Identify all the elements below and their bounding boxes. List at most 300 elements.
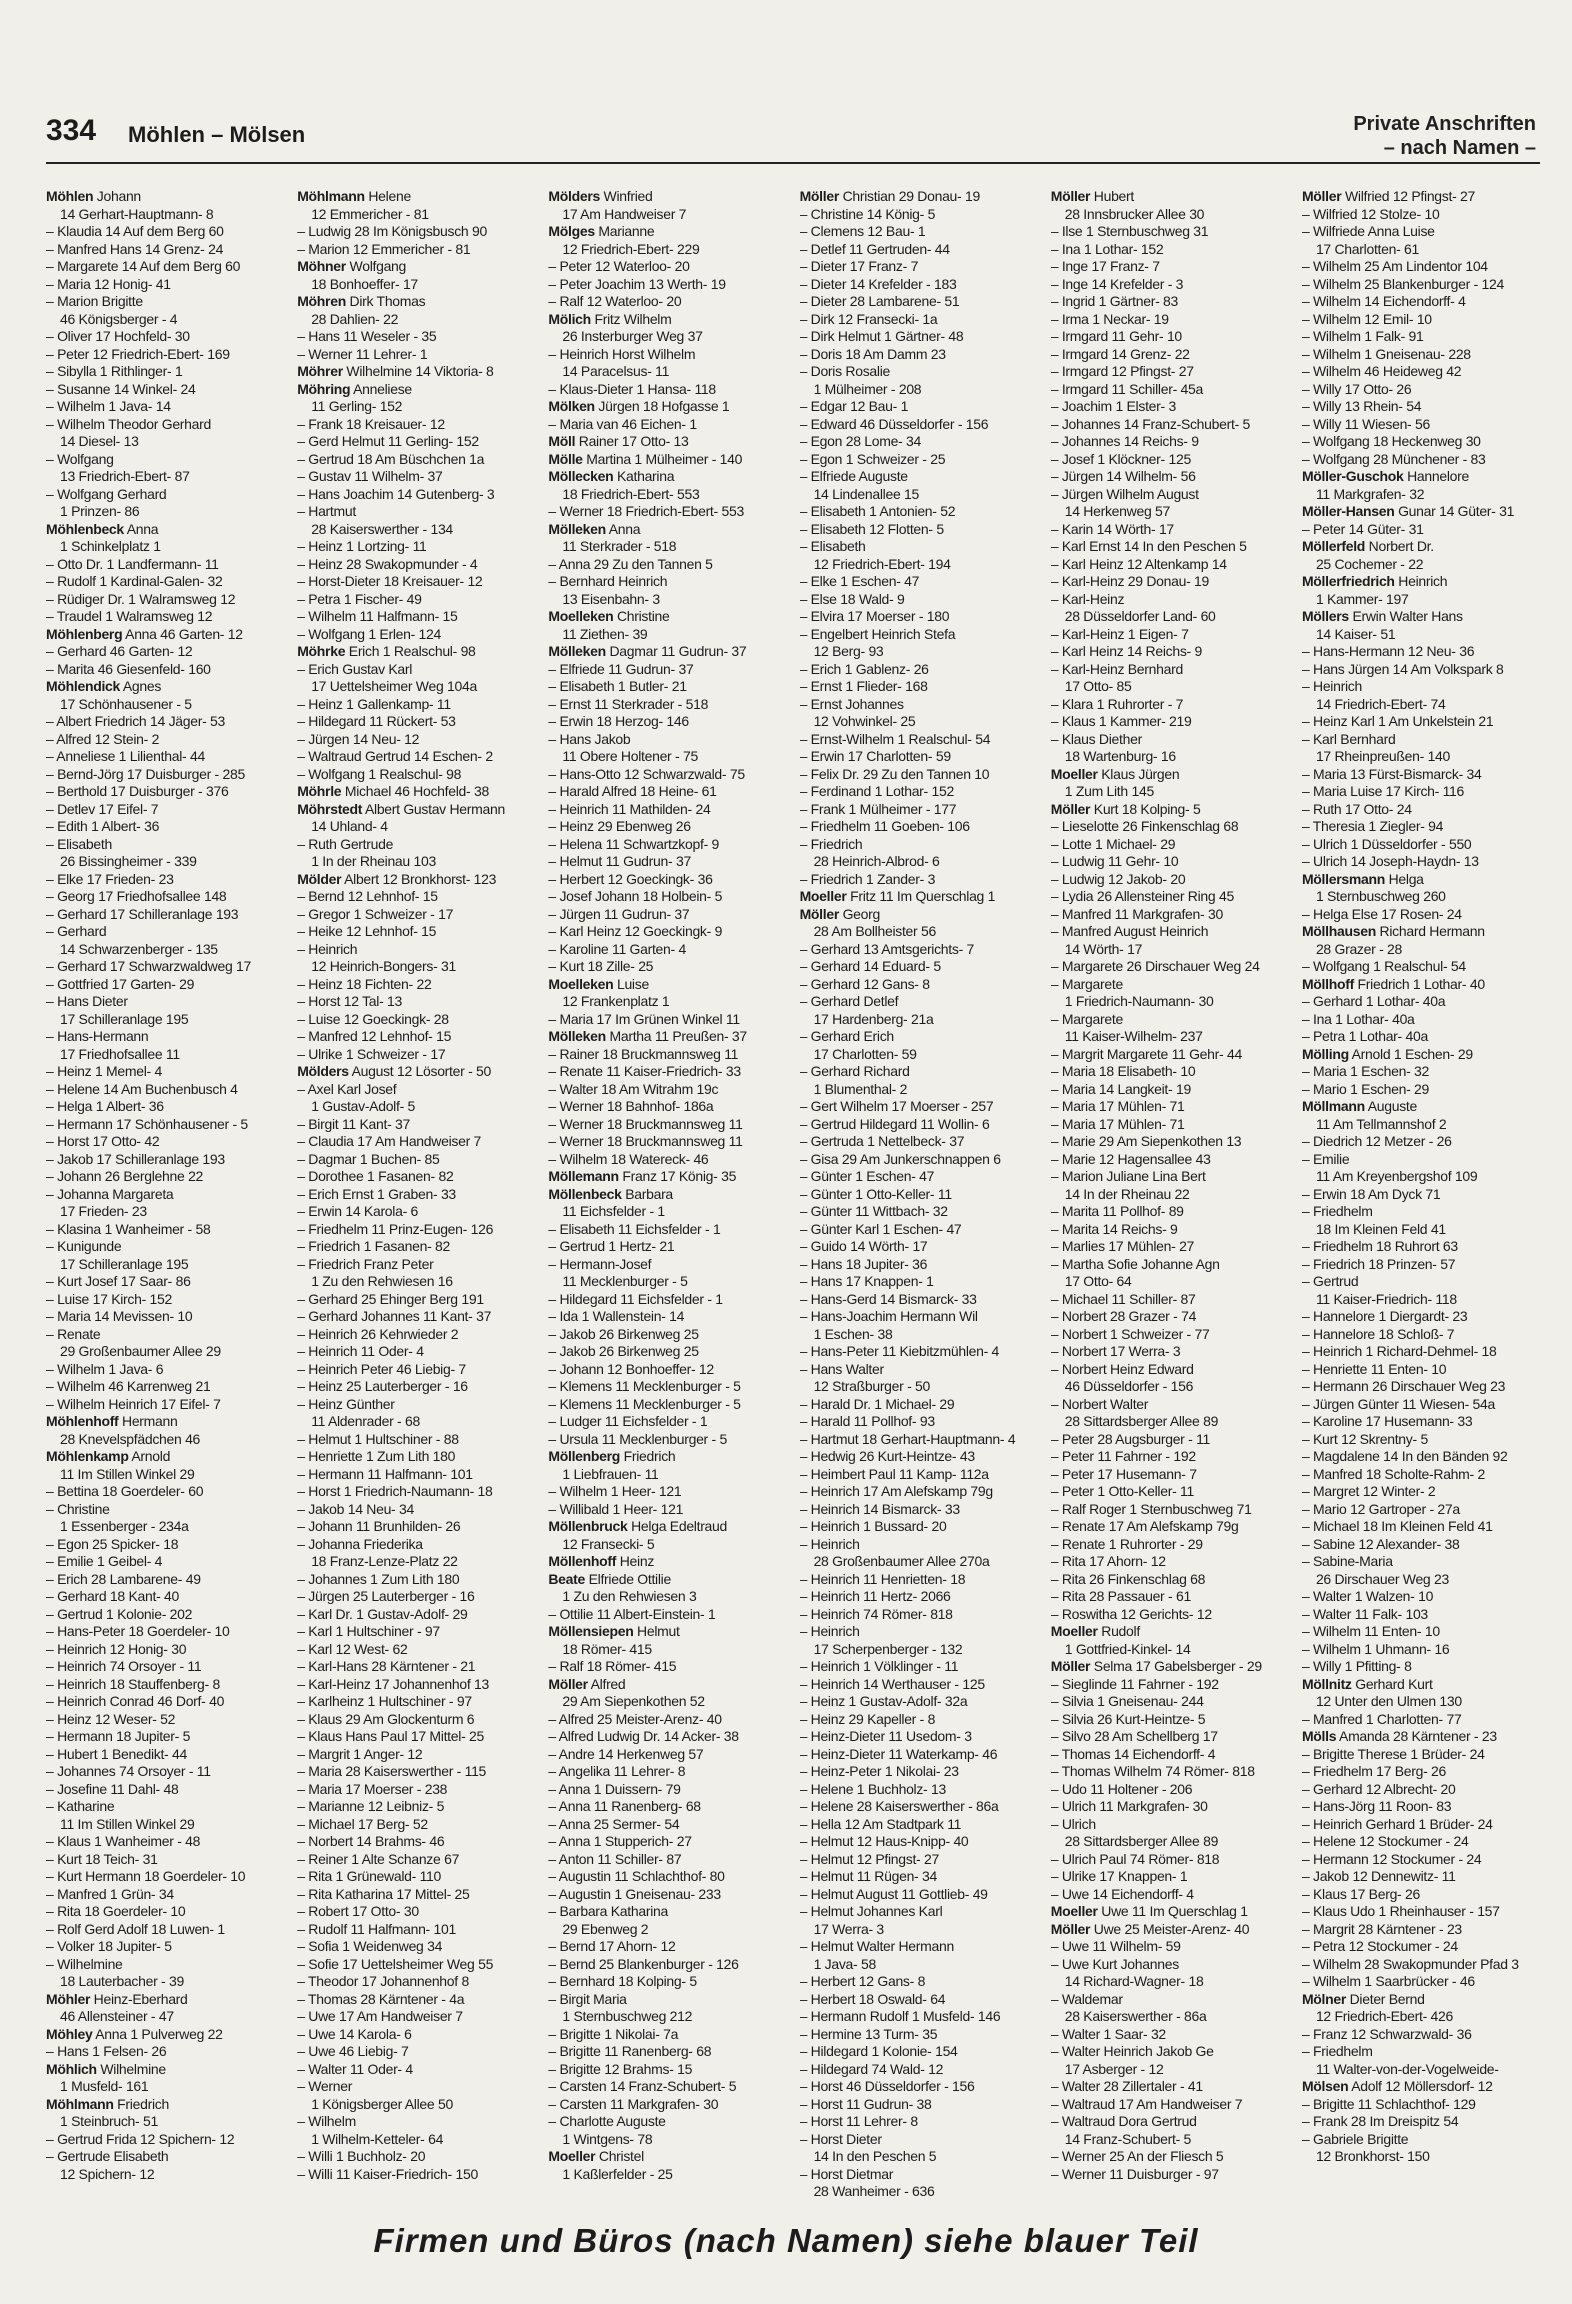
directory-entry: – Walter 11 Falk- 103 xyxy=(1301,1605,1428,1622)
directory-entry: – Wilhelm 1 Java- 6 xyxy=(46,1360,164,1377)
directory-entry: – Dieter 28 Lambarene- 51 xyxy=(799,293,960,309)
directory-entry: – Hans-Peter 11 Kiebitzmühlen- 4 xyxy=(799,1343,1000,1359)
directory-entry: 18 Wartenburg- 16 xyxy=(1064,748,1176,764)
directory-entry: 1 Zu den Rehwiesen 16 xyxy=(311,1273,453,1289)
directory-entry: – Helene 28 Kaiserswerther - 86a xyxy=(799,1798,999,1814)
directory-entry: – Maria 17 Mühlen- 71 xyxy=(1050,1115,1185,1132)
directory-entry: Mölner Dieter Bernd xyxy=(1301,1990,1425,2007)
directory-entry: – Helmut 11 Gudrun- 37 xyxy=(548,853,691,869)
directory-entry: – Karl-Heinz Bernhard xyxy=(1050,660,1183,677)
directory-entry: – Albert Friedrich 14 Jäger- 53 xyxy=(46,713,226,729)
directory-entry: – Johann 12 Bonhoeffer- 12 xyxy=(548,1360,714,1377)
directory-entry: – Ulrike 17 Knappen- 1 xyxy=(1050,1868,1188,1884)
directory-entry: 1 Eschen- 38 xyxy=(813,1325,893,1342)
directory-entry: – Horst Dietmar xyxy=(799,2165,894,2182)
directory-entry: 14 Uhland- 4 xyxy=(311,818,388,834)
directory-entry: – Maria 28 Kaiserswerther - 115 xyxy=(297,1763,487,1779)
directory-entry: – Gertrud 1 Hertz- 21 xyxy=(548,1238,675,1254)
directory-entry: 28 Dahlien- 22 xyxy=(311,310,399,327)
directory-entry: 17 Schilleranlage 195 xyxy=(60,1255,189,1272)
directory-entry: – Klaus Diether xyxy=(1050,730,1142,747)
directory-entry: – Helena 11 Schwartzkopf- 9 xyxy=(548,835,720,852)
directory-entry: – Horst 46 Düsseldorfer - 156 xyxy=(799,2078,975,2094)
directory-entry: – Heinz 29 Kapeller - 8 xyxy=(799,1710,936,1727)
directory-entry: – Marie 29 Am Siepenkothen 13 xyxy=(1050,1133,1242,1149)
directory-entry: – Egon 1 Schweizer - 25 xyxy=(799,450,946,467)
directory-entry: – Lydia 26 Allensteiner Ring 45 xyxy=(1050,888,1234,904)
directory-entry: – Gertrud 18 Am Büschchen 1a xyxy=(297,450,485,467)
directory-entry: – Gertrud 1 Kolonie- 202 xyxy=(46,1605,193,1622)
directory-entry: – Heinrich 11 Mathilden- 24 xyxy=(548,800,711,817)
directory-entry: – Diedrich 12 Metzer - 26 xyxy=(1301,1133,1452,1149)
directory-entry: – Hans-Jörg 11 Roon- 83 xyxy=(1301,1798,1452,1814)
directory-entry: – Maria 13 Fürst-Bismarck- 34 xyxy=(1301,765,1482,782)
directory-entry: – Luise 12 Goeckingk- 28 xyxy=(297,1010,449,1027)
directory-entry: – Herbert 18 Oswald- 64 xyxy=(799,1990,946,2007)
directory-entry: 14 Franz-Schubert- 5 xyxy=(1064,2130,1192,2147)
directory-entry: – Bettina 18 Goerdeler- 60 xyxy=(46,1483,204,1499)
directory-entry: Mölken Jürgen 18 Hofgasse 1 xyxy=(548,398,730,414)
directory-entry: – Heinz 12 Weser- 52 xyxy=(46,1710,176,1727)
directory-entry: – Friedrich 18 Prinzen- 57 xyxy=(1301,1255,1456,1272)
directory-entry: – Helene 12 Stockumer - 24 xyxy=(1301,1833,1469,1849)
directory-entry: – Birgit 11 Kant- 37 xyxy=(297,1115,410,1132)
directory-entry: – Waltraud Gertrud 14 Eschen- 2 xyxy=(297,748,493,764)
directory-entry: 17 Asberger - 12 xyxy=(1064,2060,1164,2077)
directory-entry: – Elfriede Auguste xyxy=(799,468,908,484)
directory-entry: 1 Kammer- 197 xyxy=(1315,590,1409,607)
directory-entry: 1 Prinzen- 86 xyxy=(60,503,140,519)
directory-entry: 14 Kaiser- 51 xyxy=(1315,625,1396,642)
directory-entry: – Gottfried 17 Garten- 29 xyxy=(46,975,195,992)
directory-entry: – Maria 17 Mühlen- 71 xyxy=(1050,1098,1185,1114)
directory-entry: – Heinrich xyxy=(799,1535,860,1552)
directory-entry: – Wilhelm 1 Falk- 91 xyxy=(1301,328,1424,344)
directory-entry: – Peter Joachim 13 Werth- 19 xyxy=(548,275,726,292)
directory-entry: – Wilhelm 46 Heideweg 42 xyxy=(1301,363,1462,379)
directory-column-2 xyxy=(297,188,535,2196)
directory-entry: Möllmann Auguste xyxy=(1301,1098,1417,1114)
directory-entry: 17 Uettelsheimer Weg 104a xyxy=(311,678,477,694)
directory-entry: Möhrer Wilhelmine 14 Viktoria- 8 xyxy=(297,363,494,379)
directory-entry: – Wolfgang Gerhard xyxy=(46,485,167,502)
directory-entry: 1 Mülheimer - 208 xyxy=(813,380,922,397)
directory-entry: – Erich Ernst 1 Graben- 33 xyxy=(297,1185,456,1202)
directory-entry: – Johannes 14 Franz-Schubert- 5 xyxy=(1050,415,1251,432)
directory-entry: – Kunigunde xyxy=(46,1238,122,1254)
directory-entry: – Gertrude Elisabeth xyxy=(46,2148,169,2164)
directory-entry: – Thomas 28 Kärntener - 4a xyxy=(297,1990,465,2007)
directory-entry: 1 Gustav-Adolf- 5 xyxy=(311,1098,416,1114)
directory-entry: – Horst 11 Lehrer- 8 xyxy=(799,2113,918,2129)
directory-entry: – Rita Katharina 17 Mittel- 25 xyxy=(297,1885,470,1902)
directory-entry: – Wilhelm 12 Emil- 10 xyxy=(1301,310,1432,327)
directory-entry: – Heinz 1 Memel- 4 xyxy=(46,1063,162,1079)
directory-entry: – Helmut 1 Hultschiner - 88 xyxy=(297,1430,459,1447)
directory-entry: – Irmgard 12 Pfingst- 27 xyxy=(1050,363,1194,379)
directory-entry: – Karl-Heinz 1 Eigen- 7 xyxy=(1050,625,1189,642)
directory-entry: – Alfred 25 Meister-Arenz- 40 xyxy=(548,1710,722,1727)
directory-entry: Möhlenhoff Hermann xyxy=(46,1413,178,1429)
directory-entry: 11 Walter-von-der-Vogelweide- xyxy=(1315,2060,1499,2077)
directory-entry: 11 Ziethen- 39 xyxy=(562,625,648,642)
directory-entry: Moeller Klaus Jürgen xyxy=(1050,765,1180,782)
directory-entry: – Harald Dr. 1 Michael- 29 xyxy=(799,1395,955,1412)
directory-entry: – Johannes 74 Orsoyer - 11 xyxy=(46,1763,211,1779)
directory-entry: – Maria van 46 Eichen- 1 xyxy=(548,415,697,432)
directory-entry: – Klasina 1 Wanheimer - 58 xyxy=(46,1220,211,1237)
directory-entry: – Karlheinz 1 Hultschiner - 97 xyxy=(297,1693,472,1709)
directory-entry: Mölls Amanda 28 Kärntener - 23 xyxy=(1301,1728,1497,1744)
directory-entry: – Wolfgang 1 Realschul- 98 xyxy=(297,765,462,782)
directory-entry: – Günter 1 Otto-Keller- 11 xyxy=(799,1185,952,1202)
directory-entry: – Dirk 12 Fransecki- 1a xyxy=(799,310,938,327)
directory-entry: 18 Friedrich-Ebert- 553 xyxy=(562,485,700,502)
directory-entry: 12 Emmericher - 81 xyxy=(311,205,429,222)
directory-entry: – Ralf Roger 1 Sternbuschweg 71 xyxy=(1050,1500,1252,1517)
directory-entry: 17 Schönhausener - 5 xyxy=(60,695,192,712)
directory-entry: – Marita 11 Pollhof- 89 xyxy=(1050,1203,1184,1219)
directory-entry: Möllhoff Friedrich 1 Lothar- 40 xyxy=(1301,975,1485,992)
directory-entry: – Bernhard Heinrich xyxy=(548,573,668,589)
directory-entry: Moeller Uwe 11 Im Querschlag 1 xyxy=(1050,1903,1248,1919)
directory-entry: 14 In der Rheinau 22 xyxy=(1064,1185,1190,1202)
directory-entry: Mölders Winfried xyxy=(548,188,653,204)
directory-entry: – Elisabeth 1 Butler- 21 xyxy=(548,678,687,694)
directory-entry: 14 Gerhart-Hauptmann- 8 xyxy=(60,205,214,222)
directory-column-4 xyxy=(800,188,1038,2196)
directory-entry: Möllenberg Friedrich xyxy=(548,1448,676,1464)
directory-entry: – Günter 1 Eschen- 47 xyxy=(799,1168,935,1184)
directory-entry: – Luise 17 Kirch- 152 xyxy=(46,1290,173,1307)
directory-entry: – Walter 11 Oder- 4 xyxy=(297,2060,413,2077)
directory-entry: Möllersmann Helga xyxy=(1301,870,1424,887)
directory-entry: – Hildegard 74 Wald- 12 xyxy=(799,2060,944,2077)
directory-entry: – Willy 1 Pfitting- 8 xyxy=(1301,1658,1412,1674)
directory-entry: – Erich Gustav Karl xyxy=(297,660,413,677)
directory-entry: 12 Heinrich-Bongers- 31 xyxy=(311,958,457,974)
directory-entry: – Heinrich 1 Bussard- 20 xyxy=(799,1518,947,1534)
directory-entry: – Waltraud 17 Am Handweiser 7 xyxy=(1050,2095,1243,2112)
directory-entry: – Renate 17 Am Alefskamp 79g xyxy=(1050,1518,1239,1534)
directory-entry: – Gerhard xyxy=(46,923,107,939)
directory-entry: – Peter 12 Waterloo- 20 xyxy=(548,258,690,274)
directory-entry: – Rainer 18 Bruckmannsweg 11 xyxy=(548,1045,739,1062)
directory-entry: – Margrit 28 Kärntener - 23 xyxy=(1301,1920,1462,1937)
directory-entry: Mölle Martina 1 Mülheimer - 140 xyxy=(548,450,743,467)
directory-entry: – Heinrich 74 Orsoyer - 11 xyxy=(46,1658,202,1674)
directory-entry: – Anna 25 Sermer- 54 xyxy=(548,1815,680,1832)
directory-entry: – Jürgen Wilhelm August xyxy=(1050,485,1199,502)
directory-entry: – Hans-Gerd 14 Bismarck- 33 xyxy=(799,1290,977,1307)
directory-entry: – Ludwig 28 Im Königsbusch 90 xyxy=(297,223,487,239)
directory-entry: 17 Frieden- 23 xyxy=(60,1203,147,1219)
directory-entry: – Walter 1 Saar- 32 xyxy=(1050,2025,1166,2042)
directory-entry: – Jürgen 14 Neu- 12 xyxy=(297,730,420,747)
directory-entry: – Rita 26 Finkenschlag 68 xyxy=(1050,1570,1206,1587)
directory-entry: – Marion Juliane Lina Bert xyxy=(1050,1168,1206,1184)
directory-entry: – Willibald 1 Heer- 121 xyxy=(548,1500,684,1517)
directory-entry: – Karl Bernhard xyxy=(1301,730,1396,747)
directory-entry: Möller-Hansen Gunar 14 Güter- 31 xyxy=(1301,503,1515,519)
directory-entry: – Werner 18 Bruckmannsweg 11 xyxy=(548,1115,743,1132)
directory-entry: 18 Römer- 415 xyxy=(562,1640,652,1657)
page-title: Möhlen – Mölsen xyxy=(128,122,306,147)
directory-entry: – Heinrich Conrad 46 Dorf- 40 xyxy=(46,1693,225,1709)
directory-entry: – Maria 14 Langkeit- 19 xyxy=(1050,1080,1191,1097)
directory-entry: – Hans Joachim 14 Gutenberg- 3 xyxy=(297,485,495,502)
directory-entry: – Henriette 11 Enten- 10 xyxy=(1301,1360,1447,1377)
directory-entry: – Manfred 18 Scholte-Rahm- 2 xyxy=(1301,1465,1485,1482)
directory-entry: – Margarete xyxy=(1050,1010,1123,1027)
directory-entry: – Katharine xyxy=(46,1798,115,1814)
directory-entry: 1 In der Rheinau 103 xyxy=(311,853,436,869)
directory-entry: – Werner 18 Bahnhof- 186a xyxy=(548,1098,714,1114)
directory-entry: – Hans 11 Weseler - 35 xyxy=(297,328,437,344)
directory-entry: – Birgit Maria xyxy=(548,1990,627,2007)
directory-entry: – Magdalene 14 In den Bänden 92 xyxy=(1301,1448,1508,1464)
directory-entry: 14 Lindenallee 15 xyxy=(813,485,920,502)
directory-entry: – Ingrid 1 Gärtner- 83 xyxy=(1050,293,1178,309)
directory-entry: – Claudia 17 Am Handweiser 7 xyxy=(297,1133,482,1149)
directory-entry: – Gerhard 12 Gans- 8 xyxy=(799,975,930,992)
directory-entry: – Hans 18 Jupiter- 36 xyxy=(799,1255,928,1272)
directory-entry: – Willy 13 Rhein- 54 xyxy=(1301,398,1422,414)
directory-entry: 28 Sittardsberger Allee 89 xyxy=(1064,1833,1219,1849)
directory-entry: – Helmut August 11 Gottlieb- 49 xyxy=(799,1885,988,1902)
directory-entry: – Brigitte Therese 1 Brüder- 24 xyxy=(1301,1745,1485,1762)
directory-entry: 11 Kaiser-Wilhelm- 237 xyxy=(1064,1028,1203,1044)
directory-entry: – Georg 17 Friedhofsallee 148 xyxy=(46,888,227,904)
directory-entry: – Rita 1 Grünewald- 110 xyxy=(297,1868,441,1884)
directory-entry: – Karoline 17 Husemann- 33 xyxy=(1301,1413,1473,1429)
directory-entry: Mölges Marianne xyxy=(548,223,655,239)
directory-entry: 28 Großenbaumer Allee 270a xyxy=(813,1553,990,1569)
directory-entry: 14 Paracelsus- 11 xyxy=(562,363,670,379)
directory-entry: – Friedrich xyxy=(799,835,863,852)
directory-entry: 28 Düsseldorfer Land- 60 xyxy=(1064,608,1216,624)
directory-entry: – Jürgen 25 Lauterberger - 16 xyxy=(297,1588,475,1604)
directory-entry: – Karl Ernst 14 In den Peschen 5 xyxy=(1050,538,1247,554)
directory-entry: – Gerhard 14 Eduard- 5 xyxy=(799,958,941,974)
directory-entry: Möller Kurt 18 Kolping- 5 xyxy=(1050,800,1201,817)
directory-entry: 1 Schinkelplatz 1 xyxy=(60,538,161,554)
directory-entry: – Hans-Joachim Hermann Wil xyxy=(799,1308,978,1324)
directory-entry: – Heinrich xyxy=(1301,678,1362,694)
directory-entry: – Marita 14 Reichs- 9 xyxy=(1050,1220,1178,1237)
directory-entry: – Elke 17 Frieden- 23 xyxy=(46,870,174,887)
directory-entry: – Wilhelm xyxy=(297,2113,356,2129)
directory-entry: – Anna 11 Ranenberg- 68 xyxy=(548,1798,701,1814)
directory-entry: – Wilhelm 1 Java- 14 xyxy=(46,398,171,414)
directory-entry: – Erich 1 Gablenz- 26 xyxy=(799,660,929,677)
directory-entry: – Lotte 1 Michael- 29 xyxy=(1050,835,1176,852)
directory-entry: – Hans 17 Knappen- 1 xyxy=(799,1273,934,1289)
directory-entry: Möller Christian 29 Donau- 19 xyxy=(799,188,980,204)
directory-entry: – Heike 12 Lehnhof- 15 xyxy=(297,923,437,939)
directory-entry: – Klaus Udo 1 Rheinhauser - 157 xyxy=(1301,1903,1500,1919)
directory-entry: 28 Grazer - 28 xyxy=(1315,940,1402,957)
directory-entry: 18 Bonhoeffer- 17 xyxy=(311,275,418,292)
directory-entry: Moeller Christel xyxy=(548,2148,644,2164)
directory-entry: – Karl-Heinz 29 Donau- 19 xyxy=(1050,573,1210,589)
directory-entry: – Hans Dieter xyxy=(46,993,128,1009)
directory-entry: – Norbert Heinz Edward xyxy=(1050,1360,1194,1377)
directory-entry: – Axel Karl Josef xyxy=(297,1080,397,1097)
directory-entry: – Harald 11 Pollhof- 93 xyxy=(799,1413,935,1429)
directory-entry: – Jürgen Günter 11 Wiesen- 54a xyxy=(1301,1395,1496,1412)
directory-entry: 1 Wintgens- 78 xyxy=(562,2130,653,2147)
directory-entry: – Joachim 1 Elster- 3 xyxy=(1050,398,1176,414)
directory-entry: – Hans Walter xyxy=(799,1360,884,1377)
directory-entry: – Wilhelm 28 Swakopmunder Pfad 3 xyxy=(1301,1955,1519,1972)
directory-entry: – Heinz 28 Swakopmunder - 4 xyxy=(297,555,478,572)
directory-column-1 xyxy=(46,188,284,2196)
directory-entry: – Erwin 18 Herzog- 146 xyxy=(548,713,689,729)
directory-entry: – Theodor 17 Johannenhof 8 xyxy=(297,1973,469,1989)
directory-entry: 28 Innsbrucker Allee 30 xyxy=(1064,205,1205,222)
directory-entry: – Horst 11 Gudrun- 38 xyxy=(799,2095,932,2112)
directory-entry: – Martha Sofie Johanne Agn xyxy=(1050,1255,1220,1272)
directory-entry: – Karoline 11 Garten- 4 xyxy=(548,940,686,957)
directory-entry: – Thomas Wilhelm 74 Römer- 818 xyxy=(1050,1763,1255,1779)
directory-entry: – Frank 18 Kreisauer- 12 xyxy=(297,415,445,432)
directory-entry: 29 Am Siepenkothen 52 xyxy=(562,1693,705,1709)
directory-entry: 17 Hardenberg- 21a xyxy=(813,1010,934,1027)
directory-entry: – Henriette 1 Zum Lith 180 xyxy=(297,1448,456,1464)
directory-entry: Möller Hubert xyxy=(1050,188,1134,204)
directory-entry: – Heinrich 11 Hertz- 2066 xyxy=(799,1588,951,1604)
directory-entry: – Manfred 12 Lehnhof- 15 xyxy=(297,1028,452,1044)
directory-entry: – Norbert Walter xyxy=(1050,1395,1149,1412)
directory-entry: – Silvia 26 Kurt-Heintze- 5 xyxy=(1050,1710,1206,1727)
directory-entry: 46 Düsseldorfer - 156 xyxy=(1064,1378,1194,1394)
section-heading xyxy=(1353,112,1536,160)
directory-entry: – Frank 28 Im Dreispitz 54 xyxy=(1301,2113,1459,2129)
directory-column-3 xyxy=(548,188,786,2196)
directory-entry: 17 Friedhofsallee 11 xyxy=(60,1045,180,1062)
directory-entry: Moeller Fritz 11 Im Querschlag 1 xyxy=(799,888,996,904)
directory-entry: Mölling Arnold 1 Eschen- 29 xyxy=(1301,1045,1473,1062)
directory-entry: – Peter 12 Friedrich-Ebert- 169 xyxy=(46,345,230,362)
directory-entry: – Horst 17 Otto- 42 xyxy=(46,1133,160,1149)
directory-entry: – Werner 18 Bruckmannsweg 11 xyxy=(548,1133,743,1149)
directory-entry: – Willi 1 Buchholz- 20 xyxy=(297,2148,426,2164)
directory-entry: Möllnitz Gerhard Kurt xyxy=(1301,1675,1433,1692)
directory-entry: – Wilhelm 11 Halfmann- 15 xyxy=(297,608,458,624)
directory-entry: – Horst 12 Tal- 13 xyxy=(297,993,403,1009)
directory-entry: – Hermine 13 Turm- 35 xyxy=(799,2025,938,2042)
directory-entry: 29 Großenbaumer Allee 29 xyxy=(60,1343,221,1359)
directory-entry: – Heinz-Dieter 11 Waterkamp- 46 xyxy=(799,1745,998,1762)
directory-entry: – Johannes 1 Zum Lith 180 xyxy=(297,1570,460,1587)
directory-entry: – Doris Rosalie xyxy=(799,363,890,379)
directory-entry: – Berthold 17 Duisburger - 376 xyxy=(46,783,229,799)
directory-entry: – Wilfried 12 Stolze- 10 xyxy=(1301,205,1440,222)
directory-column-6 xyxy=(1302,188,1540,2196)
directory-entry: – Karl-Hans 28 Kärntener - 21 xyxy=(297,1658,476,1674)
directory-entry: – Norbert 28 Grazer - 74 xyxy=(1050,1308,1197,1324)
directory-entry: – Petra 12 Stockumer - 24 xyxy=(1301,1938,1458,1954)
directory-entry: – Dagmar 1 Buchen- 85 xyxy=(297,1150,440,1167)
directory-entry: – Andre 14 Herkenweg 57 xyxy=(548,1745,704,1762)
directory-entry: – Klemens 11 Mecklenburger - 5 xyxy=(548,1395,741,1412)
directory-entry: – Gerhard 1 Lothar- 40a xyxy=(1301,993,1446,1009)
directory-entry: – Roswitha 12 Gerichts- 12 xyxy=(1050,1605,1212,1622)
directory-entry: – Inge 17 Franz- 7 xyxy=(1050,258,1160,274)
directory-entry: – Hermann 18 Jupiter- 5 xyxy=(46,1728,191,1744)
directory-entry: Moelleken Christine xyxy=(548,608,670,624)
directory-entry: – Günter 11 Wittbach- 32 xyxy=(799,1203,948,1219)
directory-entry: – Irma 1 Neckar- 19 xyxy=(1050,310,1169,327)
directory-entry: Mölich Fritz Wilhelm xyxy=(548,310,672,327)
directory-entry: – Ernst Johannes xyxy=(799,695,904,712)
directory-entry: – Heinrich 14 Bismarck- 33 xyxy=(799,1500,960,1517)
directory-entry: – Bernd 17 Ahorn- 12 xyxy=(548,1938,676,1954)
directory-entry: – Hans-Hermann xyxy=(46,1028,149,1044)
directory-entry: – Brigitte 11 Schlachthof- 129 xyxy=(1301,2095,1476,2112)
directory-entry: Mölleken Anna xyxy=(548,520,641,537)
directory-entry: 26 Insterburger Weg 37 xyxy=(562,328,703,344)
directory-entry: – Ottilie 11 Albert-Einstein- 1 xyxy=(548,1605,716,1622)
directory-entry: – Karl-Heinz xyxy=(1050,590,1125,607)
directory-entry: 1 Java- 58 xyxy=(813,1955,876,1972)
directory-entry: – Christine 14 König- 5 xyxy=(799,205,936,222)
directory-entry: 1 Kaßlerfelder - 25 xyxy=(562,2165,673,2182)
directory-entry: – Margarete 14 Auf dem Berg 60 xyxy=(46,258,241,274)
directory-entry: – Gustav 11 Wilhelm- 37 xyxy=(297,468,443,484)
directory-entry: – Gerhard 25 Ehinger Berg 191 xyxy=(297,1290,484,1307)
directory-entry: 1 Sternbuschweg 260 xyxy=(1315,888,1446,904)
directory-entry: – Ruth Gertrude xyxy=(297,835,394,852)
directory-entry: – Ilse 1 Sternbuschweg 31 xyxy=(1050,223,1209,239)
directory-entry: 12 Fransecki- 5 xyxy=(562,1535,655,1552)
directory-entry: – Gabriele Brigitte xyxy=(1301,2130,1409,2147)
directory-entry: – Margarete 26 Dirschauer Weg 24 xyxy=(1050,958,1260,974)
directory-entry: – Margrit 1 Anger- 12 xyxy=(297,1745,423,1762)
directory-entry: – Margarete xyxy=(1050,975,1123,992)
directory-entry: – Hannelore 18 Schloß- 7 xyxy=(1301,1325,1455,1342)
directory-entry: – Ludwig 11 Gehr- 10 xyxy=(1050,853,1179,869)
directory-entry: – Heinrich xyxy=(799,1623,860,1639)
directory-entry: 11 Obere Holtener - 75 xyxy=(562,748,698,764)
directory-entry: – Emilie 1 Geibel- 4 xyxy=(46,1553,163,1569)
directory-entry: – Sabine-Maria xyxy=(1301,1553,1393,1569)
directory-entry: – Heinz Karl 1 Am Unkelstein 21 xyxy=(1301,713,1494,729)
directory-entry: – Johann 26 Berglehne 22 xyxy=(46,1168,204,1184)
directory-entry: – Maria 14 Mevissen- 10 xyxy=(46,1308,193,1324)
directory-entry: – Helmut Walter Hermann xyxy=(799,1938,954,1954)
directory-entry: – Renate xyxy=(46,1325,101,1342)
directory-entry: – Wilhelm 1 Gneisenau- 228 xyxy=(1301,345,1471,362)
directory-entry: Möller Georg xyxy=(799,905,880,922)
directory-entry: – Guido 14 Wörth- 17 xyxy=(799,1238,928,1254)
directory-entry: – Michael 18 Im Kleinen Feld 41 xyxy=(1301,1518,1493,1534)
directory-entry: – Erwin 14 Karola- 6 xyxy=(297,1203,419,1219)
directory-entry: – Mario 1 Eschen- 29 xyxy=(1301,1080,1430,1097)
section-heading-line-2: – nach Namen – xyxy=(1383,137,1536,159)
directory-entry: – Rudolf 11 Halfmann- 101 xyxy=(297,1920,456,1937)
directory-entry: 26 Bissingheimer - 339 xyxy=(60,853,197,869)
directory-entry: – Heinrich 1 Völklinger - 11 xyxy=(799,1658,959,1674)
directory-entry: – Bernhard 18 Kolping- 5 xyxy=(548,1973,697,1989)
directory-entry: – Waldemar xyxy=(1050,1990,1123,2007)
directory-entry: – Gerhard Johannes 11 Kant- 37 xyxy=(297,1308,492,1324)
directory-entry: – Ulrich xyxy=(1050,1815,1096,1832)
directory-entry: – Brigitte 11 Ranenberg- 68 xyxy=(548,2043,712,2059)
directory-entry: – Reiner 1 Alte Schanze 67 xyxy=(297,1850,460,1867)
directory-entry: – Alfred Ludwig Dr. 14 Acker- 38 xyxy=(548,1728,739,1744)
